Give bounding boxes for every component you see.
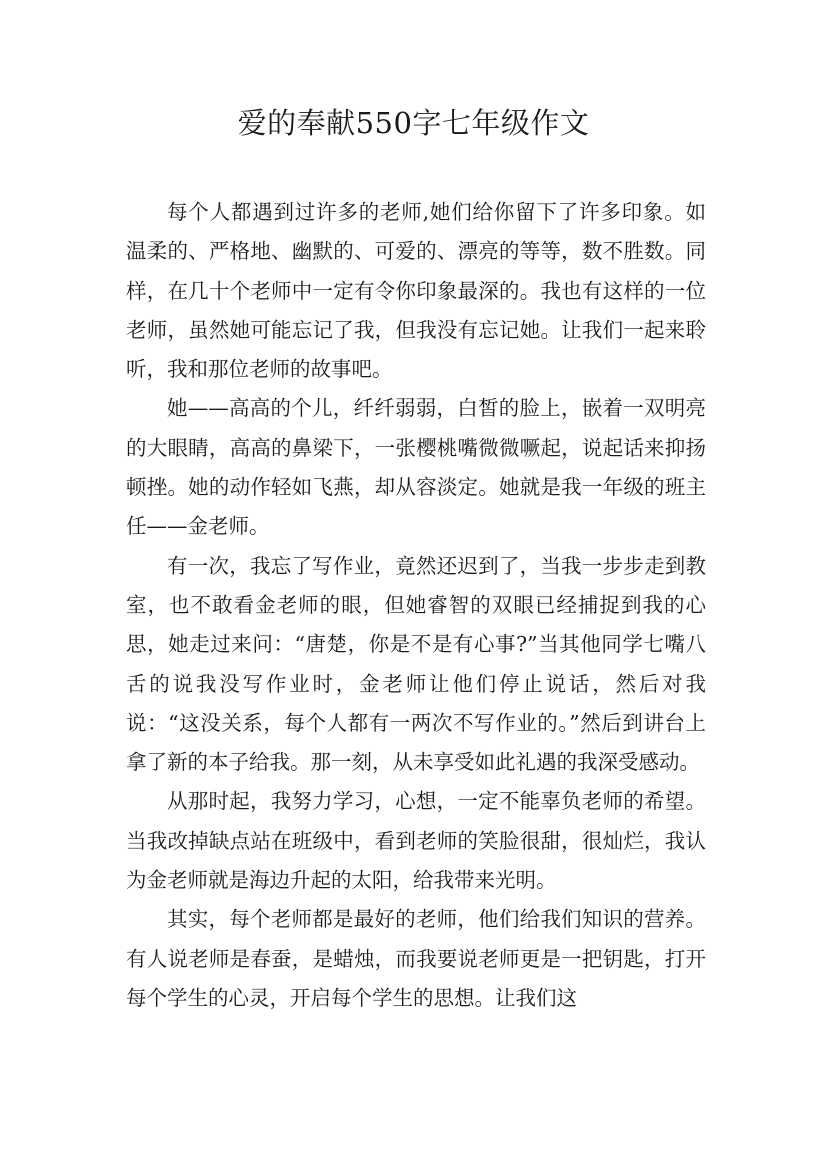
paragraph: 每个人都遇到过许多的老师,她们给你留下了许多印象。如温柔的、严格地、幽默的、可爱的、漂亮的等等，数不胜数。同样，在几十个老师中一定有令你印象最深的。我也有这样的一位老师，虽然她可能忘记了我，但我没有忘记她。让我们一起来聆听，我和那位老师的故事吧。 xyxy=(126,200,706,382)
document-body xyxy=(126,193,706,1018)
paragraph: 从那时起，我努力学习，心想，一定不能辜负老师的希望。当我改掉缺点站在班级中，看到老师的笑脸很甜，很灿烂，我认为金老师就是海边升起的太阳，给我带来光明。 xyxy=(126,789,706,893)
paragraph: 她——高高的个儿，纤纤弱弱，白皙的脸上，嵌着一双明亮的大眼睛，高高的鼻梁下，一张樱桃嘴微微噘起，说起话来抑扬顿挫。她的动作轻如飞燕，却从容淡定。她就是我一年级的班主任——金老师。 xyxy=(126,396,706,539)
document-title: 爱的奉献550字七年级作文 xyxy=(237,106,590,140)
paragraph: 其实，每个老师都是最好的老师，他们给我们知识的营养。有人说老师是春蚕，是蜡烛，而我要说老师更是一把钥匙，打开每个学生的心灵，开启每个学生的思想。让我们这 xyxy=(126,907,706,1010)
paragraph: 有一次，我忘了写作业，竟然还迟到了，当我一步步走到教室，也不敢看金老师的眼，但她睿智的双眼已经捕捉到我的心思，她走过来问：“唐楚，你是不是有心事?”当其他同学七嘴八舌的说我没写作业时，金老师让他们停止说话，然后对我说：“这没关系，每个人都有一两次不写作业的。”然后到讲台上拿了新的本子给我。那一刻，从未享受如此礼遇的我深受感动。 xyxy=(126,553,706,775)
